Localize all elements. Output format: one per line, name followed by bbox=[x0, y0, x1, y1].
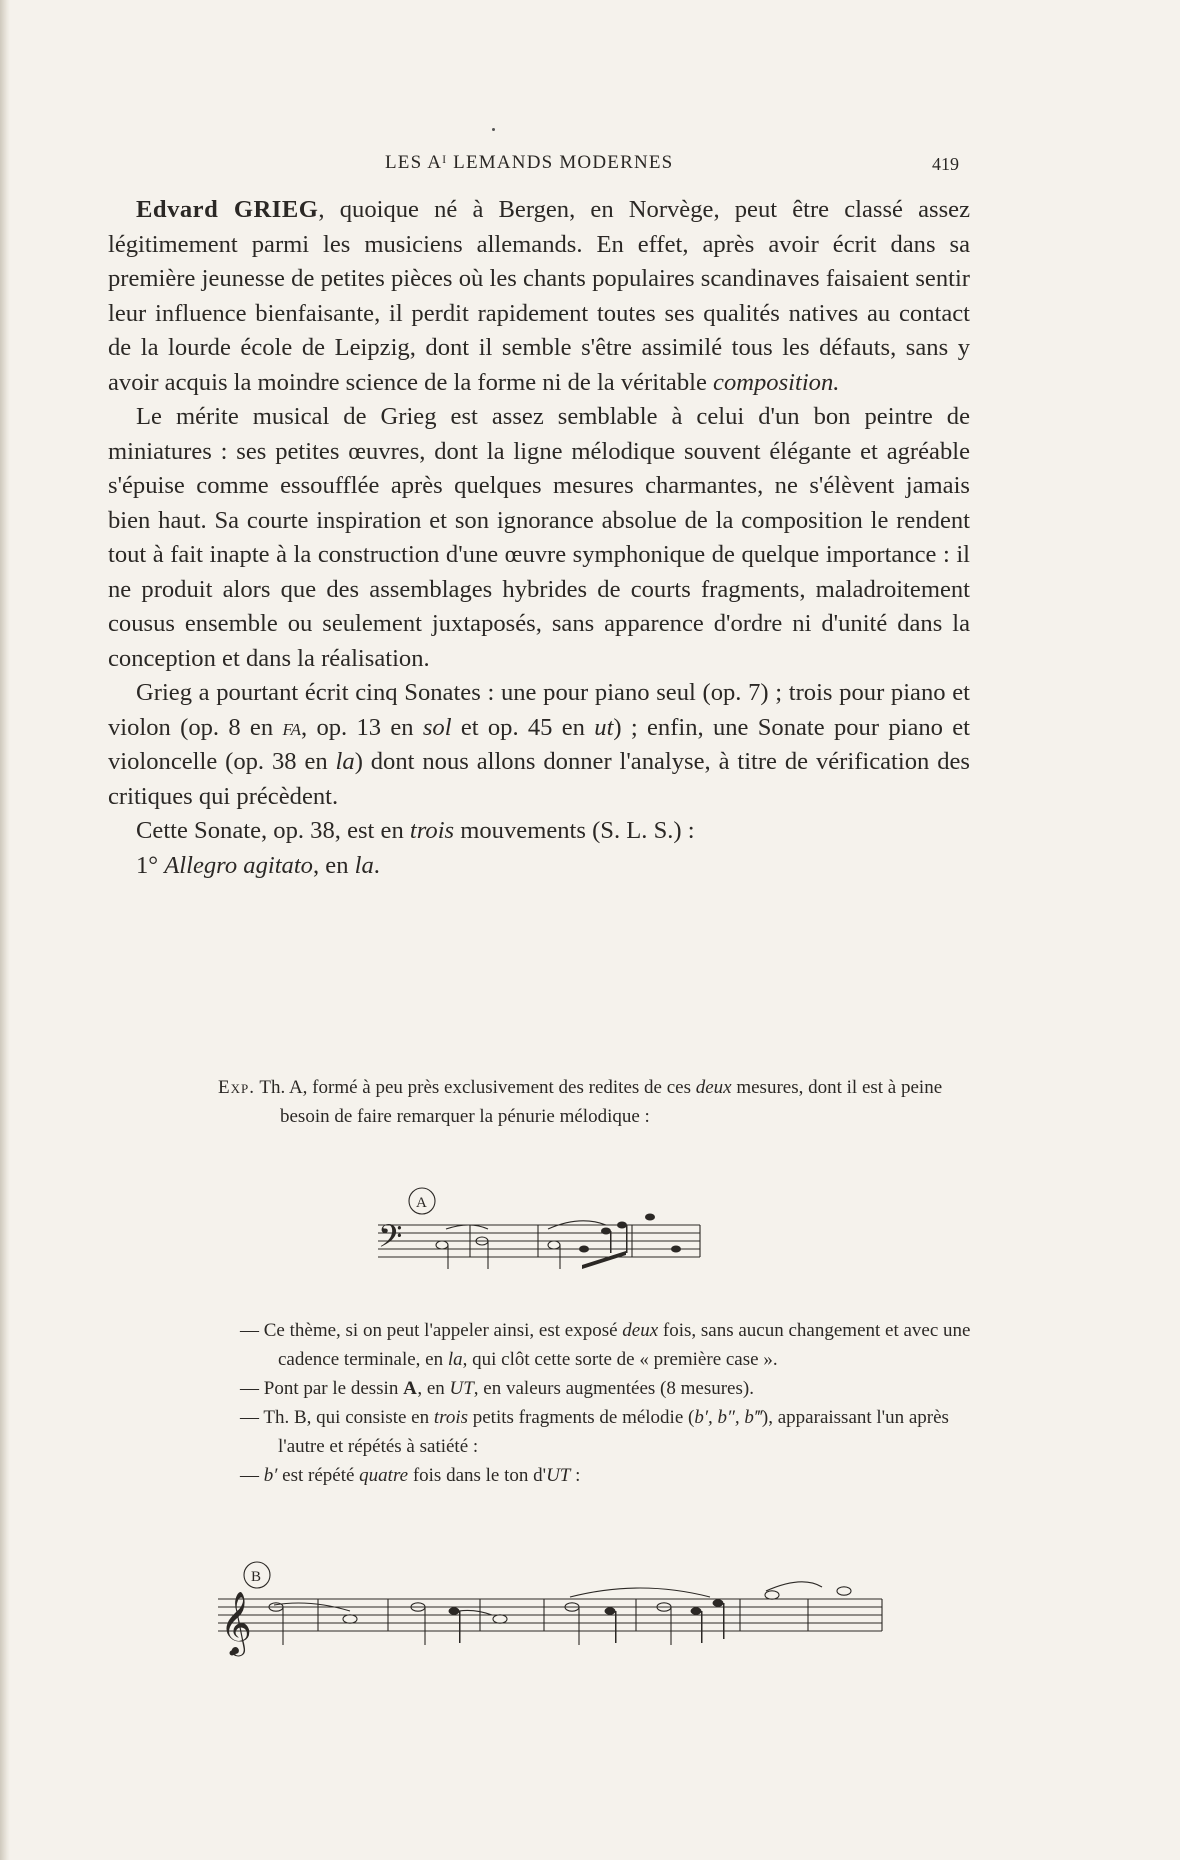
text-run: , en bbox=[312, 851, 355, 879]
paragraph-grieg-intro bbox=[108, 193, 970, 400]
italic-word: deux bbox=[622, 1320, 659, 1341]
list-item-b-prime bbox=[212, 1461, 982, 1490]
text-run: fois, sans aucun changement et avec une cadence terminale, en bbox=[278, 1320, 971, 1370]
text-run: ), apparaissant l'un après l'autre et répétés à satiété : bbox=[278, 1407, 949, 1457]
treble-clef-icon: 𝄞 bbox=[220, 1591, 252, 1654]
italic-word: composition. bbox=[713, 368, 840, 396]
music-example-b bbox=[210, 1555, 890, 1665]
text-run: . bbox=[373, 851, 380, 879]
text-run: , qui clôt cette sorte de « première case ». bbox=[462, 1349, 778, 1370]
text-run: ) ; enfin, une Sonate pour piano et violoncelle (op. 38 en bbox=[108, 713, 970, 775]
text-run: mesures, dont il est à peine besoin de faire remarquer la pénurie mélodique : bbox=[280, 1077, 943, 1127]
movement-number: 1° bbox=[136, 851, 165, 879]
bass-clef-icon: 𝄢 bbox=[378, 1218, 403, 1262]
paragraph-mouvements bbox=[108, 814, 970, 849]
text-run: — Pont par le dessin bbox=[240, 1378, 404, 1399]
italic-word: trois bbox=[433, 1407, 468, 1428]
text-run: Th. A, formé à peu près exclusivement des redites de ces bbox=[254, 1077, 696, 1098]
page-number: 419 bbox=[932, 154, 959, 174]
italic-word: trois bbox=[409, 817, 455, 844]
list-item-theme bbox=[212, 1316, 982, 1374]
example-b-label: B bbox=[251, 1569, 262, 1585]
list-item-theme-b bbox=[212, 1403, 982, 1461]
text-run: : bbox=[570, 1465, 581, 1486]
running-title: LES Aᴵ LEMANDS MODERNES bbox=[385, 152, 674, 173]
text-run: , op. 13 en bbox=[301, 713, 423, 741]
text-run: mouvements (S. L. S.) : bbox=[454, 817, 695, 844]
tempo-marking: Allegro agitato bbox=[164, 851, 313, 879]
italic-word: quatre bbox=[359, 1465, 409, 1486]
text-run: — Th. B, qui consiste en bbox=[240, 1407, 434, 1428]
text-run: Grieg a pourtant écrit cinq Sonates : une pour piano seul (op. 7) ; trois pour piano et violon (op. 8 en bbox=[108, 679, 970, 741]
list-item-pont bbox=[212, 1374, 982, 1403]
text-run: ) dont nous allons donner l'analyse, à titre de vérification des critiques qui précèdent. bbox=[108, 748, 970, 810]
paragraph-text: , quoique né à Bergen, en Norvège, peut être classé assez légitimement parmi les musiciens allemands. En effet, après avoir écrit dans sa première jeunesse de petites pièces où les chants populaires scandinaves faisaient sentir leur influence bienfaisante, il perdit rapidement toutes ses qualités natives au contact de la lourde école de Leipzig, dont il semble s'être assimilé tous les défauts, sans y avoir acquis la moindre science de la forme ni de la véritable bbox=[108, 196, 970, 396]
text-run: fois dans le ton d' bbox=[408, 1465, 547, 1486]
text-run: — Ce thème, si on peut l'appeler ainsi, est exposé bbox=[240, 1320, 623, 1341]
key-ut: ut bbox=[594, 713, 614, 741]
key-sol: sol bbox=[422, 713, 452, 741]
music-example-a bbox=[370, 1185, 710, 1275]
exposition-label: Exp. bbox=[218, 1077, 255, 1098]
bold-letter: A bbox=[403, 1378, 418, 1399]
exposition-note bbox=[218, 1073, 973, 1131]
page-header bbox=[0, 152, 1180, 182]
text-run: , en bbox=[417, 1378, 450, 1399]
paragraph-sonates bbox=[108, 676, 970, 814]
page-binding-edge bbox=[0, 0, 10, 1860]
header-dot bbox=[492, 128, 495, 131]
analysis-list bbox=[212, 1316, 982, 1490]
key-fa: fa bbox=[282, 713, 302, 741]
exposition-text bbox=[218, 1073, 973, 1131]
text-run: petits fragments de mélodie ( bbox=[468, 1407, 695, 1428]
text-run: , en valeurs augmentées (8 mesures). bbox=[473, 1378, 754, 1399]
movement-heading bbox=[108, 849, 970, 884]
fragments: b′, b″, b‴ bbox=[694, 1407, 762, 1428]
italic-word: deux bbox=[695, 1077, 732, 1098]
key-la: la bbox=[447, 1349, 463, 1370]
key-ut: UT bbox=[449, 1378, 474, 1399]
text-run: — bbox=[240, 1465, 264, 1486]
composer-name: Edvard GRIEG bbox=[136, 196, 319, 223]
text-run: Cette Sonate, op. 38, est en bbox=[136, 817, 410, 844]
fragment-b-prime: b′ bbox=[263, 1465, 278, 1486]
paragraph-merite: Le mérite musical de Grieg est assez semblable à celui d'un bon peintre de miniatures : ses petites œuvres, dont la ligne mélodique souvent élégante et agréable s'épuise comme essoufflée après quelques mesures charmantes, ne s'élèvent jamais bien haut. Sa courte inspiration et son ignorance absolue de la composition le rendent tout à fait inapte à la construction d'une œuvre symphonique de quelque importance : il ne produit alors que des assemblages hybrides de courts fragments, maladroitement cousus ensemble ou seulement juxtaposés, sans apparence d'ordre ni d'unité dans la conception et dans la réalisation. bbox=[108, 403, 970, 672]
text-run: est répété bbox=[277, 1465, 360, 1486]
text-run: et op. 45 en bbox=[451, 713, 595, 741]
example-a-label: A bbox=[416, 1195, 427, 1211]
key-la: la bbox=[335, 748, 355, 775]
key-la: la bbox=[354, 851, 374, 879]
key-ut: UT bbox=[546, 1465, 571, 1486]
body-text bbox=[108, 193, 970, 883]
